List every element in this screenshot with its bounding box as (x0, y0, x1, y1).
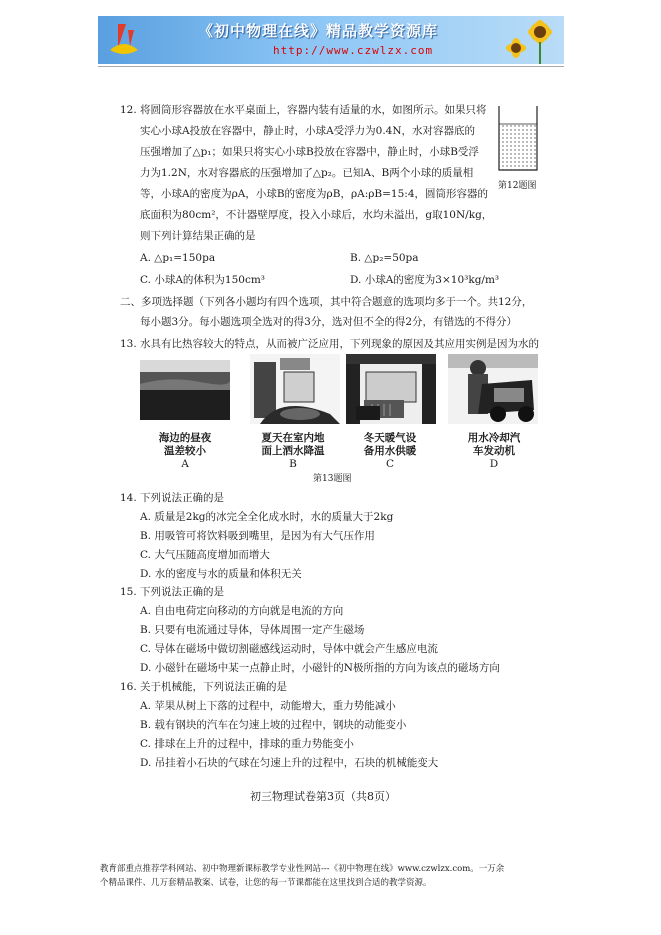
q12-line: 底面积为80cm²，不计器壁厚度，投入小球后，水均未溢出，g取10N/kg， (140, 209, 493, 221)
q16-option-c: C. 排球在上升的过程中，排球的重力势能变小 (140, 738, 354, 750)
q13-figure-caption: 第13题图 (313, 474, 352, 484)
caption-letter: D (489, 458, 499, 470)
room-floor-photo (250, 354, 340, 424)
q13-image-d-caption (444, 432, 544, 471)
q16-stem: 16. 关于机械能，下列说法正确的是 (120, 681, 288, 693)
q16-option-d: D. 吊挂着小石块的气球在匀速上升的过程中，石块的机械能变大 (140, 757, 439, 769)
caption-line: 备用水供暖 (363, 445, 417, 457)
cylinder-container-icon (493, 104, 543, 174)
q13-image-c-caption (340, 432, 440, 471)
q13-image-b-caption (243, 432, 343, 471)
section2-subline: 每小题3分。每小题选项全选对的得3分，选对但不全的得2分，有错选的不得分） (140, 316, 518, 328)
banner-title: 《初中物理在线》精品教学资源库 (198, 22, 439, 40)
q12-line: 12. 将圆筒形容器放在水平桌面上，容器内装有适量的水，如图所示。如果只将 (120, 104, 487, 116)
caption-line: 海边的昼夜 (158, 432, 212, 444)
q15-option-c: C. 导体在磁场中做切割磁感线运动时，导体中就会产生感应电流 (140, 643, 438, 655)
q14-option-c: C. 大气压随高度增加而增大 (140, 549, 270, 561)
car-engine-photo (448, 354, 538, 424)
q12-option-d: D. 小球A的密度为3×10³kg/m³ (350, 274, 500, 286)
q15-option-a: A. 自由电荷定向移动的方向就是电流的方向 (140, 605, 344, 617)
caption-line: 温差较小 (164, 445, 206, 457)
q12-option-c: C. 小球A的体积为150cm³ (140, 274, 266, 286)
radiator-photo (346, 354, 436, 424)
caption-line: 夏天在室内地 (261, 432, 325, 444)
q15-option-d: D. 小磁针在磁场中某一点静止时，小磁针的N极所指的方向为该点的磁场方向 (140, 662, 500, 674)
q14-stem: 14. 下列说法正确的是 (120, 492, 225, 504)
q14-option-b: B. 用吸管可将饮料吸到嘴里，是因为有大气压作用 (140, 530, 375, 542)
q16-option-a: A. 苹果从树上下落的过程中，动能增大，重力势能减小 (140, 700, 396, 712)
q13-image-a-caption (135, 432, 235, 471)
caption-letter: B (289, 458, 297, 470)
caption-line: 车发动机 (473, 445, 515, 457)
q12-line: 力为1.2N，水对容器底的压强增加了△p₂。已知A、B两个小球的质量相 (140, 167, 474, 179)
caption-line: 用水冷却汽 (467, 432, 521, 444)
q12-figure-caption: 第12题图 (498, 181, 537, 191)
q16-option-b: B. 载有钢块的汽车在匀速上坡的过程中，钢块的动能变小 (140, 719, 407, 731)
q12-line: 压强增加了△p₁；如果只将实心小球B投放在容器中，静止时，小球B受浮 (140, 146, 479, 158)
site-footer-line1: 教育部重点推荐学科网站、初中物理新课标教学专业性网站---《初中物理在线》www.czwlzx.com。一万余 (100, 864, 505, 874)
q13-line: 13. 水具有比热容较大的特点，从而被广泛应用，下列现象的原因及其应用实例是因为水的 (120, 338, 540, 350)
q15-stem: 15. 下列说法正确的是 (120, 586, 225, 598)
q12-line: 实心小球A投放在容器中，静止时，小球A受浮力为0.4N，水对容器底的 (140, 125, 476, 137)
q12-line: 则下列计算结果正确的是 (140, 230, 256, 242)
banner-url[interactable]: http://www.czwlzx.com (273, 44, 434, 57)
q12-option-a: A. △p₁=150pa (140, 252, 216, 264)
q14-option-d: D. 水的密度与水的质量和体积无关 (140, 568, 302, 580)
q14-option-a: A. 质量是2kg的冰完全全化成水时，水的质量大于2kg (140, 511, 394, 523)
page-number-footer: 初三物理试卷第3页（共8页） (250, 790, 396, 803)
q12-line: 等，小球A的密度为ρA，小球B的密度为ρB，ρA:ρB=15:4，圆筒形容器的 (140, 188, 489, 200)
q15-option-b: B. 只要有电流通过导体，导体周围一定产生磁场 (140, 624, 365, 636)
seaside-photo (140, 354, 230, 424)
section2-heading (120, 295, 532, 309)
caption-line: 冬天暖气设 (363, 432, 417, 444)
caption-letter: A (181, 458, 189, 470)
section2-text: 二、多项选择题（下列各小题均有四个选项，其中符合题意的选项均多于一个。共12分， (120, 296, 533, 308)
q12-option-b: B. △p₂=50pa (350, 252, 419, 264)
caption-line: 面上洒水降温 (261, 445, 325, 457)
site-footer-line2: 个精品课件、几万套精品教案、试卷，让您的每一节课都能在这里找到合适的教学资源。 (100, 878, 432, 888)
caption-letter: C (385, 458, 395, 470)
